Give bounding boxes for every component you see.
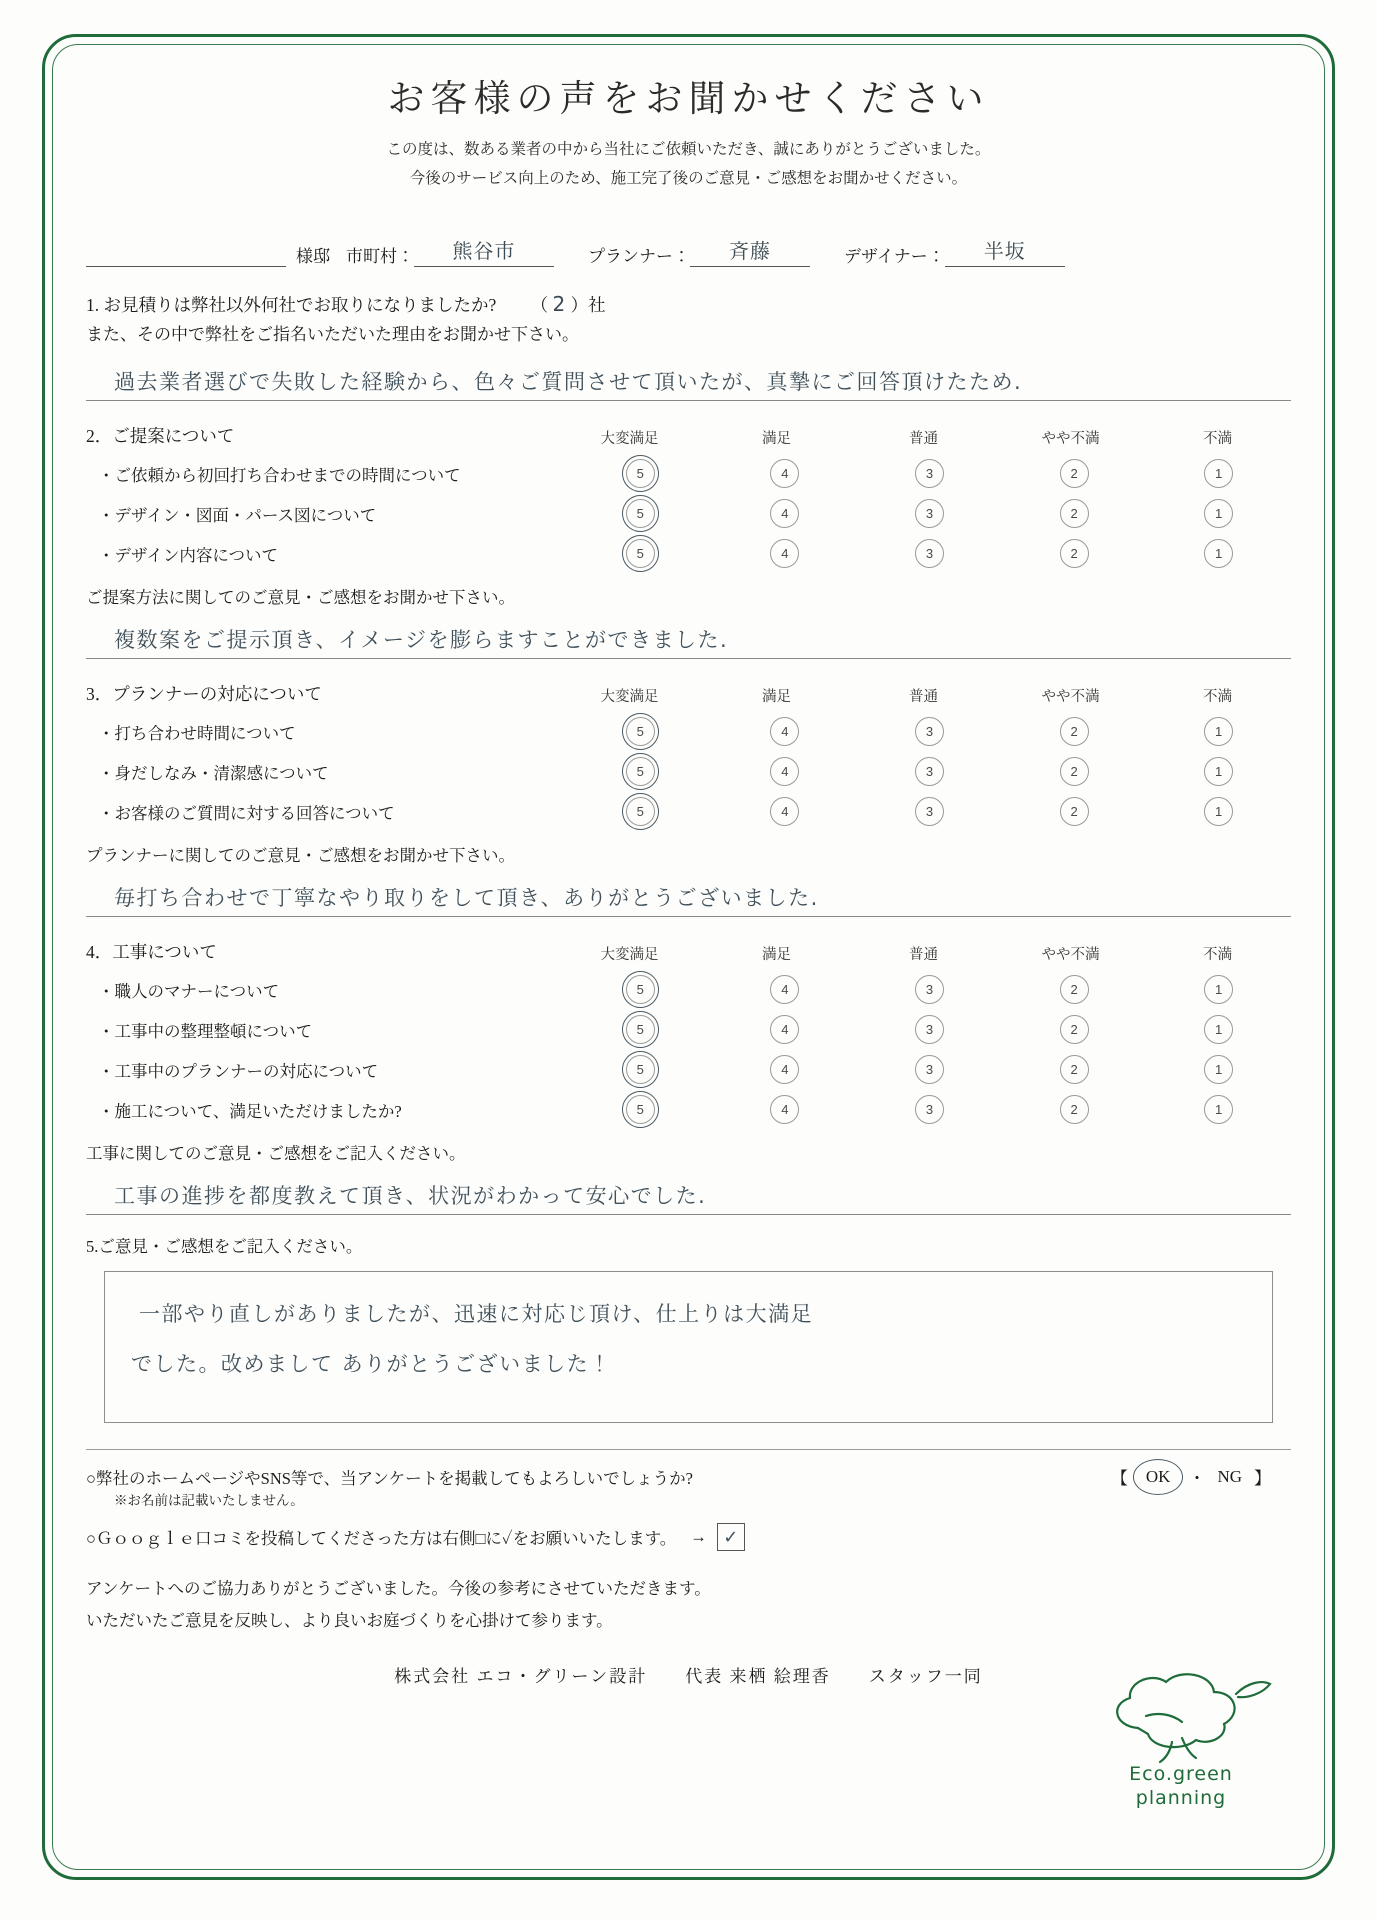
rating-option[interactable] (857, 797, 1002, 826)
rating-item-label: ・ご依頼から初回打ち合わせまでの時間について (98, 465, 461, 485)
score-bubble: 2 (1060, 717, 1089, 746)
rating-option[interactable] (1146, 797, 1291, 826)
rating-row (86, 539, 1291, 568)
city-field[interactable] (346, 235, 554, 267)
rating-option[interactable] (1146, 1055, 1291, 1084)
logo-line-2: planning (1135, 1786, 1227, 1809)
rating-item-label: ・お客様のご質問に対する回答について (98, 803, 395, 823)
question-2-note: ご提案方法に関してのご意見・ご感想をお聞かせ下さい。 (86, 588, 515, 608)
rating-item-label: ・工事中の整理整頓について (98, 1021, 313, 1041)
count-suffix: ）社 (570, 295, 606, 316)
rating-option[interactable] (713, 797, 858, 826)
rating-option[interactable] (857, 975, 1002, 1004)
city-value: 熊谷市 (414, 235, 554, 267)
rating-option[interactable] (713, 757, 858, 786)
publish-option-separator: ・ (1188, 1469, 1206, 1489)
question-3-answer: 毎打ち合わせで丁寧なやり取りをして頂き、ありがとうございました. (114, 886, 819, 911)
score-bubble: 3 (915, 539, 944, 568)
scale-label-3: やや不満 (1041, 947, 1100, 964)
question-4-title: 4．工事について (86, 942, 217, 963)
rating-item-label: ・打ち合わせ時間について (98, 723, 296, 743)
score-bubble: 1 (1204, 499, 1233, 528)
logo (1081, 1664, 1281, 1814)
scale-label-3: やや不満 (1041, 689, 1100, 706)
score-bubble: 5 (626, 797, 655, 826)
question-1-sub: また、その中で弊社をご指名いただいた理由をお聞かせ下さい。 (86, 325, 579, 345)
rating-option[interactable] (857, 1095, 1002, 1124)
question-2-header (86, 423, 1291, 448)
rating-row (86, 459, 1291, 488)
rating-options (568, 797, 1291, 826)
rating-options (568, 1055, 1291, 1084)
score-bubble: 1 (1204, 717, 1233, 746)
scale-label-4: 不満 (1203, 947, 1232, 964)
scale-label-1: 満足 (762, 689, 791, 706)
rating-option[interactable] (568, 717, 713, 746)
scale-label-4: 不満 (1203, 431, 1232, 448)
score-bubble: 4 (770, 797, 799, 826)
rating-option[interactable] (568, 499, 713, 528)
score-bubble: 1 (1204, 1015, 1233, 1044)
rating-option[interactable] (857, 757, 1002, 786)
score-bubble: 3 (915, 975, 944, 1004)
rating-option[interactable] (1002, 1095, 1147, 1124)
rating-options (568, 499, 1291, 528)
rating-option[interactable] (1002, 539, 1147, 568)
score-bubble: 1 (1204, 459, 1233, 488)
scale-label-1: 満足 (762, 431, 791, 448)
rating-item-label: ・デザイン・図面・パース図について (98, 505, 377, 525)
rating-option[interactable] (1002, 797, 1147, 826)
rating-options (568, 1015, 1291, 1044)
customer-name-label: 様邸 (296, 247, 330, 267)
score-bubble: 3 (915, 1095, 944, 1124)
rating-row (86, 1015, 1291, 1044)
footer-divider (86, 1449, 1291, 1450)
planner-label: プランナー： (588, 247, 690, 267)
rating-item-label: ・施工について、満足いただけましたか? (98, 1101, 402, 1121)
rating-option[interactable] (857, 459, 1002, 488)
designer-label: デザイナー： (844, 247, 945, 267)
rating-option[interactable] (713, 499, 858, 528)
question-1-text: 1. お見積りは弊社以外何社でお取りになりましたか? (86, 295, 497, 316)
rating-item-label: ・職人のマナーについて (98, 981, 280, 1001)
question-4-header (86, 939, 1291, 964)
score-bubble: 2 (1060, 1055, 1089, 1084)
logo-line-1: Eco.green (1129, 1763, 1233, 1785)
tree-logo-icon (1086, 1664, 1276, 1764)
score-bubble: 5 (626, 1055, 655, 1084)
score-bubble: 4 (770, 717, 799, 746)
score-bubble: 2 (1060, 1015, 1089, 1044)
header-fields (86, 235, 1291, 267)
rating-option[interactable] (1146, 459, 1291, 488)
scale-label-0: 大変満足 (600, 689, 659, 706)
planner-field[interactable] (588, 235, 810, 267)
question-1-answer-line[interactable] (86, 360, 1291, 401)
rating-options (568, 975, 1291, 1004)
score-bubble: 5 (626, 539, 655, 568)
page-title: お客様の声をお聞かせください (387, 77, 990, 120)
rating-option[interactable] (568, 797, 713, 826)
rating-option[interactable] (1002, 459, 1147, 488)
document-content (86, 60, 1291, 1860)
scale-label-3: やや不満 (1041, 431, 1100, 448)
question-5-answer-line-1: 一部やり直しがありましたが、迅速に対応じ頂け、仕上りは大満足 (139, 1302, 814, 1327)
rating-item-label: ・身だしなみ・清潔感について (98, 763, 329, 783)
score-bubble: 3 (915, 797, 944, 826)
planner-value: 斉藤 (690, 235, 810, 267)
rating-option[interactable] (1146, 499, 1291, 528)
question-1-count[interactable] (531, 287, 606, 321)
scale-labels-3 (556, 685, 1291, 706)
question-2-title: 2．ご提案について (86, 426, 235, 447)
score-bubble: 1 (1204, 975, 1233, 1004)
score-bubble: 2 (1060, 539, 1089, 568)
rating-option[interactable] (568, 1055, 713, 1084)
publish-consent-options (1111, 1464, 1291, 1489)
publish-consent-question: ○弊社のホームページやSNS等で、当アンケートを掲載してもよろしいでしょうか? (86, 1468, 693, 1488)
rating-item-label: ・工事中のプランナーの対応について (98, 1061, 379, 1081)
google-review-question: ○Ｇｏｏｇｌｅ口コミを投稿してくださった方は右側□に✓をお願いいたします。 (86, 1529, 677, 1549)
rating-option[interactable] (713, 459, 858, 488)
rating-option[interactable] (568, 1015, 713, 1044)
score-bubble: 4 (770, 1015, 799, 1044)
scale-labels-2 (556, 427, 1291, 448)
score-bubble: 5 (626, 975, 655, 1004)
rating-row (86, 797, 1291, 826)
rating-option[interactable] (1146, 975, 1291, 1004)
scale-label-0: 大変満足 (600, 947, 659, 964)
designer-field[interactable] (844, 235, 1065, 267)
score-bubble: 2 (1060, 499, 1089, 528)
rating-option[interactable] (1146, 717, 1291, 746)
scale-label-2: 普通 (909, 431, 938, 448)
score-bubble: 2 (1060, 1095, 1089, 1124)
rating-row (86, 975, 1291, 1004)
rating-options (568, 459, 1291, 488)
rating-option[interactable] (713, 1095, 858, 1124)
rating-option[interactable] (713, 1015, 858, 1044)
question-4-note: 工事に関してのご意見・ご感想をご記入ください。 (86, 1144, 466, 1164)
publish-consent-row (86, 1464, 1291, 1489)
check-icon: ✓ (723, 1526, 739, 1548)
customer-name-field[interactable] (86, 242, 346, 267)
question-2-answer-line[interactable] (86, 618, 1291, 659)
rating-options (568, 717, 1291, 746)
score-bubble: 3 (915, 757, 944, 786)
publish-consent-note: ※お名前は記載いたしません。 (114, 1493, 304, 1509)
rating-option[interactable] (1146, 1095, 1291, 1124)
rating-row (86, 1055, 1291, 1084)
rating-options (568, 757, 1291, 786)
question-5-answer-line-2: でした。改めまして ありがとうございました！ (131, 1352, 612, 1377)
lead-text (86, 136, 1291, 193)
rating-option[interactable] (568, 539, 713, 568)
score-bubble: 4 (770, 1055, 799, 1084)
scale-label-0: 大変満足 (600, 431, 659, 448)
publish-option-ok[interactable]: OK (1140, 1465, 1177, 1489)
designer-value: 半坂 (945, 235, 1065, 267)
publish-option-ng[interactable]: NG (1217, 1466, 1242, 1486)
score-bubble: 5 (626, 757, 655, 786)
rating-option[interactable] (713, 717, 858, 746)
score-bubble: 1 (1204, 539, 1233, 568)
rating-option[interactable] (857, 539, 1002, 568)
score-bubble: 5 (626, 1015, 655, 1044)
google-review-arrow: → (690, 1527, 707, 1547)
score-bubble: 4 (770, 539, 799, 568)
scale-label-2: 普通 (909, 689, 938, 706)
rating-item-label: ・デザイン内容について (98, 545, 279, 565)
question-1-answer: 過去業者選びで失敗した経験から、色々ご質問させて頂いたが、真摯にご回答頂けたため. (114, 370, 1023, 395)
score-bubble: 2 (1060, 459, 1089, 488)
bracket-close: 】 (1254, 1469, 1271, 1489)
question-3-header (86, 681, 1291, 706)
score-bubble: 1 (1204, 797, 1233, 826)
score-bubble: 1 (1204, 757, 1233, 786)
rating-option[interactable] (1002, 499, 1147, 528)
thanks-line-1: アンケートへのご協力ありがとうございました。今後の参考にさせていただきます。 (86, 1579, 711, 1599)
score-bubble: 2 (1060, 797, 1089, 826)
thanks-line-2: いただいたご意見を反映し、より良いお庭づくりを心掛けて参ります。 (86, 1610, 613, 1630)
rating-row (86, 717, 1291, 746)
question-3-answer-line[interactable] (86, 876, 1291, 917)
rating-option[interactable] (1002, 1015, 1147, 1044)
rating-option[interactable] (857, 499, 1002, 528)
rating-row (86, 499, 1291, 528)
scale-label-1: 満足 (762, 947, 791, 964)
rating-option[interactable] (568, 1095, 713, 1124)
logo-text (1081, 1763, 1281, 1811)
rating-option[interactable] (1002, 1055, 1147, 1084)
score-bubble: 4 (770, 975, 799, 1004)
score-bubble: 1 (1204, 1095, 1233, 1124)
question-2-answer: 複数案をご提示頂き、イメージを膨らますことができました. (114, 628, 729, 653)
rating-option[interactable] (568, 757, 713, 786)
rating-option[interactable] (713, 1055, 858, 1084)
rating-option[interactable] (857, 1055, 1002, 1084)
question-4-answer: 工事の進捗を都度教えて頂き、状況がわかって安心でした. (114, 1184, 707, 1209)
score-bubble: 1 (1204, 1055, 1233, 1084)
question-4-answer-line[interactable] (86, 1174, 1291, 1215)
scale-labels-4 (556, 943, 1291, 964)
rating-option[interactable] (1002, 975, 1147, 1004)
score-bubble: 3 (915, 717, 944, 746)
score-bubble: 4 (770, 459, 799, 488)
rating-options (568, 539, 1291, 568)
lead-line-1: この度は、数ある業者の中から当社にご依頼いただき、誠にありがとうございました。 (386, 141, 991, 158)
question-3-note: プランナーに関してのご意見・ご感想をお聞かせ下さい。 (86, 846, 515, 866)
rating-option[interactable] (857, 1015, 1002, 1044)
question-5-title: 5.ご意見・ご感想をご記入ください。 (86, 1237, 363, 1257)
rating-option[interactable] (568, 975, 713, 1004)
score-bubble: 3 (915, 1055, 944, 1084)
google-review-row (86, 1523, 1291, 1551)
score-bubble: 5 (626, 499, 655, 528)
score-bubble: 5 (626, 1095, 655, 1124)
count-prefix: （ (530, 295, 549, 316)
rating-row (86, 757, 1291, 786)
rating-option[interactable] (1002, 757, 1147, 786)
lead-line-2: 今後のサービス向上のため、施工完了後のご意見・ご感想をお聞かせください。 (409, 169, 968, 187)
rating-option[interactable] (1146, 757, 1291, 786)
rating-option[interactable] (857, 717, 1002, 746)
rating-option[interactable] (713, 975, 858, 1004)
score-bubble: 3 (915, 1015, 944, 1044)
question-3-title: 3．プランナーの対応について (86, 684, 322, 705)
rating-option[interactable] (568, 459, 713, 488)
scale-label-4: 不満 (1203, 689, 1232, 706)
count-value: 2 (552, 292, 567, 317)
scale-label-2: 普通 (909, 947, 938, 964)
company-signature: 株式会社 エコ・グリーン設計 代表 来栖 絵理香 スタッフ一同 (394, 1666, 983, 1686)
rating-option[interactable] (1002, 717, 1147, 746)
rating-option[interactable] (1146, 539, 1291, 568)
score-bubble: 4 (770, 757, 799, 786)
score-bubble: 5 (626, 717, 655, 746)
score-bubble: 3 (915, 499, 944, 528)
score-bubble: 2 (1060, 975, 1089, 1004)
score-bubble: 3 (915, 459, 944, 488)
google-review-checkbox[interactable] (717, 1523, 745, 1551)
question-5-answer-box[interactable] (104, 1271, 1273, 1423)
score-bubble: 5 (626, 459, 655, 488)
rating-row (86, 1095, 1291, 1124)
rating-options (568, 1095, 1291, 1124)
thanks-text (86, 1573, 1291, 1636)
rating-option[interactable] (1146, 1015, 1291, 1044)
rating-option[interactable] (713, 539, 858, 568)
bracket-open: 【 (1110, 1469, 1128, 1489)
city-label: 市町村： (346, 247, 414, 267)
score-bubble: 2 (1060, 757, 1089, 786)
score-bubble: 4 (770, 499, 799, 528)
question-1 (86, 287, 1291, 321)
score-bubble: 4 (770, 1095, 799, 1124)
